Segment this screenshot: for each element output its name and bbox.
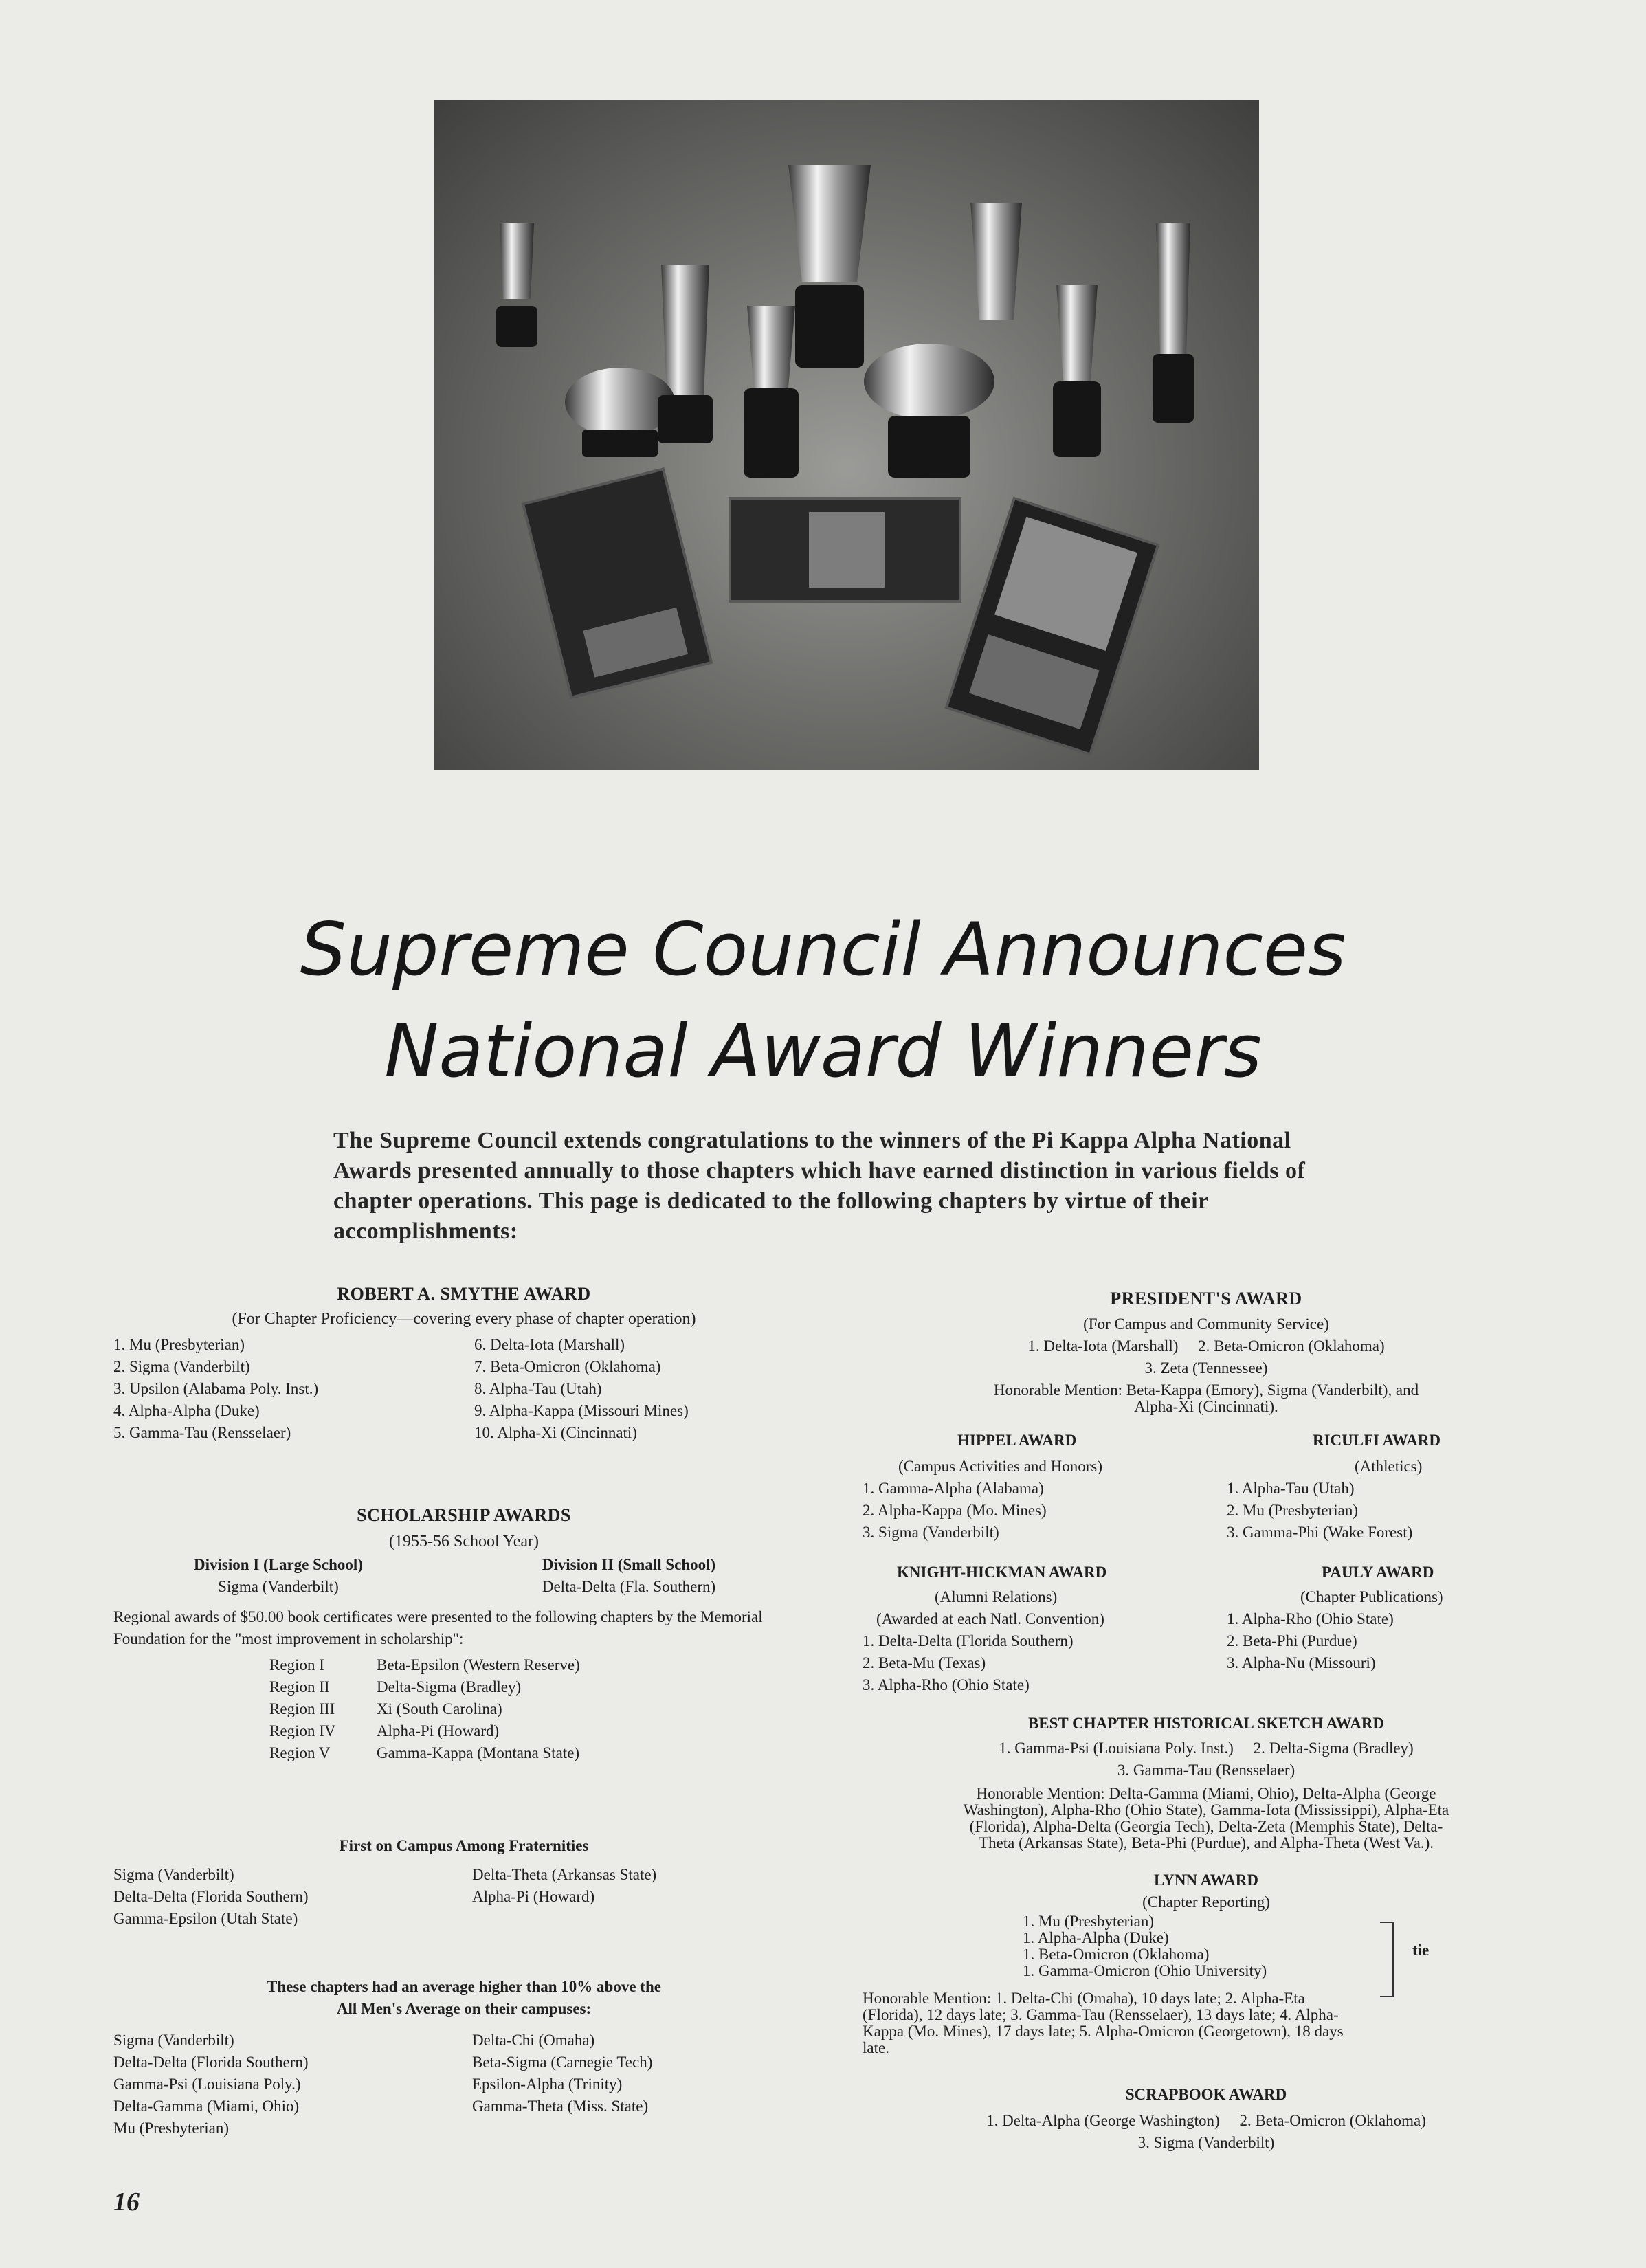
list-item: 3. Alpha-Rho (Ohio State) — [863, 1676, 1030, 1693]
regions-table — [113, 1654, 814, 1771]
region-winner: Delta-Sigma (Bradley) — [377, 1678, 522, 1696]
historical-honorable-2: Washington), Alpha-Rho (Ohio State), Gamma-Iota (Mississippi), Alpha-Eta — [963, 1801, 1449, 1819]
list-item: 1. Mu (Presbyterian) — [113, 1336, 245, 1353]
first-on-campus-section — [113, 1835, 814, 1939]
regional-awards-text: Regional awards of $50.00 book certificates were presented to the following chapters by the Memorial Foundation for the "most improvement in scholarship": — [113, 1608, 763, 1647]
lynn-honorable-3: Kappa (Mo. Mines), 17 days late; 5. Alpha-Omicron (Georgetown), 18 days — [863, 2023, 1344, 2040]
list-item: 1. Beta-Omicron (Oklahoma) — [1023, 1946, 1210, 1963]
smythe-award-section — [113, 1284, 814, 1451]
historical-honorable-4: Theta (Arkansas State), Beta-Phi (Purdue), and Alpha-Theta (West Va.). — [979, 1834, 1434, 1852]
list-item: Delta-Delta (Florida Southern) — [113, 1888, 309, 1905]
region-label: Region IV — [269, 1722, 336, 1739]
list-item: 6. Delta-Iota (Marshall) — [474, 1336, 625, 1353]
hippel-award-section — [863, 1430, 1206, 1544]
list-item: 7. Beta-Omicron (Oklahoma) — [474, 1358, 661, 1375]
hippel-award-title: HIPPEL AWARD — [957, 1432, 1077, 1449]
list-item: Gamma-Epsilon (Utah State) — [113, 1910, 298, 1927]
intro-paragraph: The Supreme Council extends congratulations to the winners of the Pi Kappa Alpha National Awards presented annually to those chapters which have earned distinction in various fields of chapter operations. This page is dedicated to the following chapters by virtue of their accomplishments: — [333, 1128, 1306, 1244]
list-item: 1. Gamma-Alpha (Alabama) — [863, 1480, 1044, 1497]
scholarship-subtitle: (1955-56 School Year) — [389, 1533, 539, 1550]
list-item: 3. Alpha-Nu (Missouri) — [1227, 1654, 1376, 1671]
headline-line-2: National Award Winners — [384, 1009, 1262, 1093]
list-item: 4. Alpha-Alpha (Duke) — [113, 1402, 260, 1419]
historical-honorable-3: (Florida), Alpha-Delta (Georgia Tech), Delta-Zeta (Memphis State), Delta- — [969, 1818, 1443, 1835]
presidents-honorable-1: Honorable Mention: Beta-Kappa (Emory), Sigma (Vanderbilt), and — [993, 1381, 1419, 1399]
list-item: Alpha-Pi (Howard) — [472, 1888, 595, 1905]
presidents-honorable-2: Alpha-Xi (Cincinnati). — [1134, 1398, 1278, 1415]
scrapbook-award-section — [863, 2084, 1550, 2154]
list-item: 1. Delta-Delta (Florida Southern) — [863, 1632, 1074, 1649]
division-2-heading: Division II (Small School) — [542, 1556, 716, 1573]
lynn-honorable-2: (Florida), 12 days late; 3. Gamma-Tau (Rensselaer), 13 days late; 4. Alpha- — [863, 2006, 1339, 2023]
list-item: Epsilon-Alpha (Trinity) — [472, 2076, 623, 2093]
above-average-section — [113, 1976, 814, 2146]
historical-sketch-third: 3. Gamma-Tau (Rensselaer) — [1117, 1761, 1295, 1779]
list-item: Mu (Presbyterian) — [113, 2120, 229, 2137]
first-on-campus-title: First on Campus Among Fraternities — [339, 1837, 589, 1854]
list-item: Sigma (Vanderbilt) — [113, 2032, 234, 2049]
scrapbook-award-winners: 1. Delta-Alpha (George Washington) 2. Beta-Omicron (Oklahoma) — [986, 2112, 1426, 2129]
list-item: Delta-Chi (Omaha) — [472, 2032, 595, 2049]
list-item: 1. Gamma-Omicron (Ohio University) — [1023, 1962, 1267, 1979]
tie-label: tie — [1412, 1942, 1430, 1959]
list-item: 3. Gamma-Phi (Wake Forest) — [1227, 1524, 1413, 1541]
list-item: Delta-Gamma (Miami, Ohio) — [113, 2098, 300, 2115]
region-winner: Beta-Epsilon (Western Reserve) — [377, 1656, 580, 1674]
division-1-winner: Sigma (Vanderbilt) — [218, 1578, 339, 1595]
list-item: 9. Alpha-Kappa (Missouri Mines) — [474, 1402, 689, 1419]
division-2-winner: Delta-Delta (Fla. Southern) — [542, 1578, 716, 1595]
list-item: 1. Mu (Presbyterian) — [1023, 1913, 1154, 1930]
list-item: Delta-Delta (Florida Southern) — [113, 2054, 309, 2071]
pauly-award-title: PAULY AWARD — [1322, 1564, 1434, 1581]
list-item: Beta-Sigma (Carnegie Tech) — [472, 2054, 653, 2071]
list-item: 1. Alpha-Tau (Utah) — [1227, 1480, 1355, 1497]
list-item: Gamma-Theta (Miss. State) — [472, 2098, 649, 2115]
region-winner: Xi (South Carolina) — [377, 1700, 502, 1717]
hippel-award-subtitle: (Campus Activities and Honors) — [898, 1458, 1103, 1475]
region-label: Region V — [269, 1744, 331, 1761]
knight-hickman-title: KNIGHT-HICKMAN AWARD — [897, 1564, 1107, 1581]
above-average-title-2: All Men's Average on their campuses: — [336, 2000, 592, 2017]
scrapbook-award-third: 3. Sigma (Vanderbilt) — [1137, 2134, 1275, 2151]
scholarship-title: SCHOLARSHIP AWARDS — [357, 1505, 571, 1525]
presidents-award-section — [863, 1289, 1550, 1415]
page-number: 16 — [113, 2188, 140, 2216]
presidents-award-third: 3. Zeta (Tennessee) — [1144, 1359, 1268, 1377]
list-item: 10. Alpha-Xi (Cincinnati) — [474, 1424, 637, 1441]
lynn-award-subtitle: (Chapter Reporting) — [1142, 1893, 1270, 1911]
historical-sketch-section — [863, 1713, 1550, 1852]
list-item: 8. Alpha-Tau (Utah) — [474, 1380, 602, 1397]
list-item: 3. Sigma (Vanderbilt) — [863, 1524, 999, 1541]
list-item: 5. Gamma-Tau (Rensselaer) — [113, 1424, 291, 1441]
region-winner: Gamma-Kappa (Montana State) — [377, 1744, 580, 1761]
list-item: Delta-Theta (Arkansas State) — [472, 1866, 657, 1883]
presidents-award-winners: 1. Delta-Iota (Marshall) 2. Beta-Omicron (Oklahoma) — [1027, 1337, 1385, 1355]
lynn-honorable-4: late. — [863, 2039, 889, 2056]
list-item: 1. Alpha-Rho (Ohio State) — [1227, 1610, 1394, 1627]
list-item: 2. Beta-Mu (Texas) — [863, 1654, 986, 1671]
list-item: Sigma (Vanderbilt) — [113, 1866, 234, 1883]
presidents-award-title: PRESIDENT'S AWARD — [1110, 1289, 1302, 1309]
list-item: 2. Mu (Presbyterian) — [1227, 1502, 1358, 1519]
scrapbook-award-title: SCRAPBOOK AWARD — [1125, 2086, 1287, 2103]
headline-line-1: Supreme Council Announces — [300, 907, 1346, 992]
smythe-award-subtitle: (For Chapter Proficiency—covering every phase of chapter operation) — [232, 1310, 696, 1328]
riculfi-award-title: RICULFI AWARD — [1313, 1432, 1441, 1449]
riculfi-award-section — [1227, 1430, 1550, 1544]
trophies-photo — [434, 100, 1259, 770]
list-item: 2. Sigma (Vanderbilt) — [113, 1358, 250, 1375]
presidents-award-subtitle: (For Campus and Community Service) — [1083, 1315, 1329, 1333]
historical-honorable-1: Honorable Mention: Delta-Gamma (Miami, Ohio), Delta-Alpha (George — [976, 1785, 1436, 1802]
scholarship-awards-section — [113, 1505, 814, 1771]
smythe-list-right — [474, 1334, 689, 1444]
knight-hickman-subtitle: (Alumni Relations) — [935, 1588, 1058, 1605]
knight-hickman-award-section — [863, 1561, 1220, 1696]
division-1-heading: Division I (Large School) — [194, 1556, 363, 1573]
region-label: Region I — [269, 1656, 324, 1674]
list-item: 3. Upsilon (Alabama Poly. Inst.) — [113, 1380, 319, 1397]
list-item: 1. Alpha-Alpha (Duke) — [1023, 1929, 1169, 1946]
list-item: 2. Beta-Phi (Purdue) — [1227, 1632, 1357, 1649]
region-label: Region III — [269, 1700, 335, 1717]
smythe-list-left — [113, 1334, 318, 1444]
region-label: Region II — [269, 1678, 330, 1696]
list-item: Gamma-Psi (Louisiana Poly.) — [113, 2076, 301, 2093]
knight-hickman-subtitle-2: (Awarded at each Natl. Convention) — [876, 1610, 1104, 1627]
list-item: 2. Alpha-Kappa (Mo. Mines) — [863, 1502, 1047, 1519]
lynn-honorable-1: Honorable Mention: 1. Delta-Chi (Omaha), 10 days late; 2. Alpha-Eta — [863, 1990, 1305, 2007]
smythe-award-title: ROBERT A. SMYTHE AWARD — [337, 1284, 591, 1304]
tie-brace — [1380, 1922, 1394, 1997]
above-average-title-1: These chapters had an average higher than 10% above the — [267, 1978, 661, 1995]
riculfi-award-subtitle: (Athletics) — [1355, 1458, 1423, 1475]
historical-sketch-winners: 1. Gamma-Psi (Louisiana Poly. Inst.) 2. Delta-Sigma (Bradley) — [999, 1739, 1414, 1757]
lynn-award-section — [863, 1869, 1550, 2056]
historical-sketch-title: BEST CHAPTER HISTORICAL SKETCH AWARD — [1027, 1715, 1385, 1732]
pauly-award-section — [1227, 1561, 1550, 1674]
region-winner: Alpha-Pi (Howard) — [377, 1722, 500, 1739]
lynn-award-title: LYNN AWARD — [1154, 1871, 1258, 1889]
pauly-award-subtitle: (Chapter Publications) — [1300, 1588, 1443, 1605]
